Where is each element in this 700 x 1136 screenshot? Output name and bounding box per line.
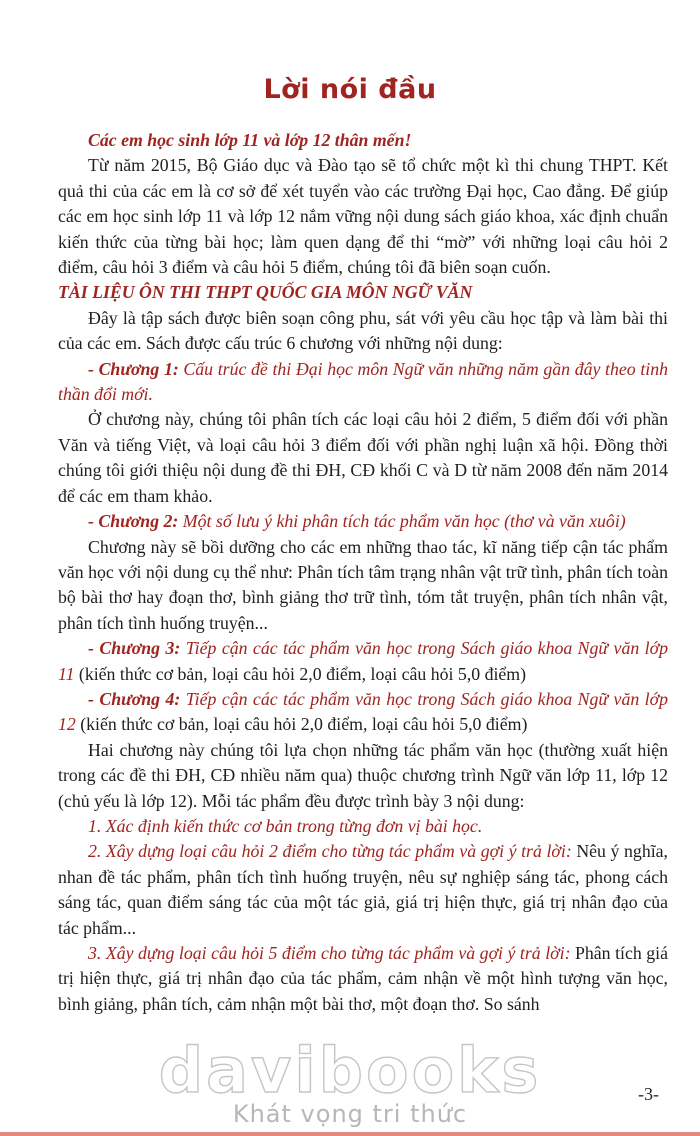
chapter-1-label: - Chương 1: <box>88 358 179 379</box>
chapter-3-rest: (kiến thức cơ bản, loại câu hỏi 2,0 điểm, loại câu hỏi 5,0 điểm) <box>74 663 527 684</box>
chapter-3 <box>58 636 668 687</box>
body-text <box>58 128 668 1017</box>
paragraph-chapters-3-4: Hai chương này chúng tôi lựa chọn những tác phẩm văn học (thường xuất hiện trong các đề thi ĐH, CĐ nhiều năm qua) thuộc chương trình Ngữ văn lớp 11, lớp 12 (chủ yếu là lớp 12). Mỗi tác phẩm đều được trình bày 3 nội dung: <box>58 739 668 811</box>
item-3-text: Phân tích giá trị hiện thực, giá trị nhân đạo của tác phẩm, cảm nhận về một hình tượng văn học, bình giảng, phân tích, cảm nhận một bài thơ, một đoạn thơ. So sánh <box>58 943 668 1014</box>
watermark-tagline: Khát vọng tri thức <box>232 1100 468 1128</box>
chapter-2 <box>58 509 668 534</box>
page-title: Lời nói đầu <box>263 74 437 105</box>
paragraph-chapter-2: Chương này sẽ bồi dưỡng cho các em những thao tác, kĩ năng tiếp cận tác phẩm văn học với nội dung cụ thể như: Phân tích tâm trạng nhân vật trữ tình, phân tích toàn bộ bài thơ hay đoạn thơ, bình giảng thơ trữ tình, tóm tắt truyện, phân tích nhân vật, phân tích tình huống truyện... <box>58 536 668 633</box>
item-2-label: 2. Xây dựng loại câu hỏi 2 điểm cho từng tác phẩm và gợi ý trả lời: <box>88 841 572 862</box>
paragraph-chapter-1: Ở chương này, chúng tôi phân tích các loại câu hỏi 2 điểm, 5 điểm đối với phần Văn và tiếng Việt, và loại câu hỏi 3 điểm đối với phần nghị luận xã hội. Đồng thời chúng tôi giới thiệu nội dung đề thi ĐH, CĐ khối C và D từ năm 2008 đến năm 2014 để các em tham khảo. <box>58 409 668 506</box>
chapter-1 <box>58 357 668 408</box>
item-3-label: 3. Xây dựng loại câu hỏi 5 điểm cho từng tác phẩm và gợi ý trả lời: <box>88 943 571 963</box>
greeting: Các em học sinh lớp 11 và lớp 12 thân mến! <box>88 130 412 150</box>
chapter-4-label: - Chương 4: <box>88 688 181 709</box>
item-1-text: 1. Xác định kiến thức cơ bản trong từng đơn vị bài học. <box>88 815 483 836</box>
book-title: TÀI LIỆU ÔN THI THPT QUỐC GIA MÔN NGỮ VĂN <box>58 282 473 303</box>
paragraph-structure: Đây là tập sách được biên soạn công phu, sát với yêu cầu học tập và làm bài thi của các em. Sách được cấu trúc 6 chương với những nội dung: <box>58 307 668 354</box>
watermark-logo: davibooks <box>158 1034 542 1107</box>
paragraph-intro: Từ năm 2015, Bộ Giáo dục và Đào tạo sẽ tổ chức một kì thi chung THPT. Kết quả thi của các em là cơ sở để xét tuyển vào các trường Đại học, Cao đẳng. Để giúp các em học sinh lớp 11 và lớp 12 nắm vững nội dung sách giáo khoa, xác định chuẩn kiến thức của từng bài học; làm quen dạng để thi “mờ” với những loại câu hỏi 2 điểm, câu hỏi 3 điểm và câu hỏi 5 điểm, chúng tôi đã biên soạn cuốn. <box>58 155 668 278</box>
chapter-3-label: - Chương 3: <box>88 638 181 659</box>
item-2 <box>58 839 668 941</box>
chapter-2-text: Một số lưu ý khi phân tích tác phẩm văn học (thơ và văn xuôi) <box>178 511 626 532</box>
item-3 <box>58 941 668 1017</box>
chapter-4-rest: (kiến thức cơ bản, loại câu hỏi 2,0 điểm, loại câu hỏi 5,0 điểm) <box>75 714 528 735</box>
chapter-1-text: Cấu trúc đề thi Đại học môn Ngữ văn những năm gần đây theo tinh thần đổi mới. <box>58 358 668 405</box>
chapter-4-text: Tiếp cận các tác phẩm văn học trong Sách giáo khoa Ngữ văn lớp 12 <box>58 688 668 735</box>
page-number: -3- <box>638 1084 659 1104</box>
chapter-3-text: Tiếp cận các tác phẩm văn học trong Sách giáo khoa Ngữ văn lớp 11 <box>58 638 668 684</box>
chapter-4 <box>58 687 668 738</box>
bottom-border <box>0 1132 700 1136</box>
chapter-2-label: - Chương 2: <box>88 511 179 532</box>
item-1 <box>58 814 668 839</box>
item-2-text: Nêu ý nghĩa, nhan đề tác phẩm, phân tích tình huống truyện, nêu sự nghiệp sáng tác, phong cách sáng tác, quan điểm sáng tác của một tác giả, giá trị hiện thực, giá trị nhân đạo của tác phẩm... <box>58 841 668 938</box>
